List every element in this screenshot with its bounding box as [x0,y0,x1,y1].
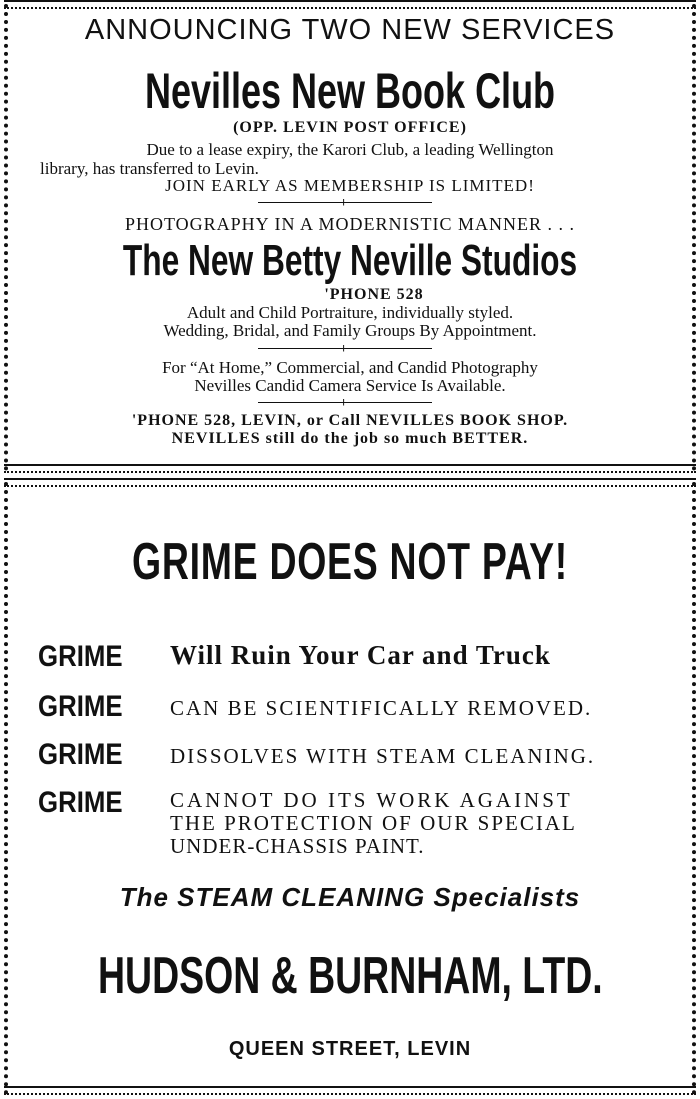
studio-phone: 'PHONE 528 [324,286,424,303]
steam-cleaning-advertisement [0,478,700,1099]
top-border-rule [4,0,696,9]
announcement-headline: ANNOUNCING TWO NEW SERVICES [84,14,616,46]
grime-row [38,690,668,726]
grime-label: GRIME [38,690,123,723]
photography-intro: PHOTOGRAPHY IN A MODERNISTIC MANNER . . . [124,214,576,234]
company-name: HUDSON & BURNHAM, LTD. [97,947,603,1005]
book-club-text-line-1: Due to a lease expiry, the Karori Club, a leading Wellington [146,140,554,159]
book-club-advertisement [0,0,700,475]
book-club-text-line-3: JOIN EARLY AS MEMBERSHIP IS LIMITED! [165,176,535,195]
studio-line-1: Adult and Child Portraiture, individually styled. [186,303,514,322]
grime-row-text: CANNOT DO ITS WORK AGAINST [170,788,573,812]
grime-row [38,640,668,676]
tagline: The STEAM CLEANING Specialists [119,882,581,912]
bottom-border-rule [4,464,696,473]
separator-rule: + [258,342,432,354]
footer-line-2: NEVILLES still do the job so much BETTER. [171,430,529,447]
grime-row-text: DISSOLVES WITH STEAM CLEANING. [170,744,596,768]
book-club-address: (OPP. LEVIN POST OFFICE) [233,119,467,136]
grime-row [38,738,668,774]
grime-row-text: CAN BE SCIENTIFICALLY REMOVED. [170,696,593,720]
grime-row-text: Will Ruin Your Car and Truck [170,640,551,670]
studio-title: The New Betty Neville Studios [122,236,578,285]
grime-row-text-line-3: UNDER-CHASSIS PAINT. [170,834,425,858]
candid-line-2: Nevilles Candid Camera Service Is Available. [194,376,506,395]
company-address: QUEEN STREET, LEVIN [228,1038,472,1060]
book-club-title: Nevilles New Book Club [144,63,556,119]
studio-line-2: Wedding, Bridal, and Family Groups By Appointment. [163,321,537,340]
grime-row-text-line-2: THE PROTECTION OF OUR SPECIAL [170,811,577,835]
grime-label: GRIME [38,640,123,673]
book-club-text-line-2: library, has transferred to Levin. [40,159,259,178]
footer-line-1: 'PHONE 528, LEVIN, or Call NEVILLES BOOK SHOP. [131,412,569,429]
top-border-rule [4,478,696,487]
grime-headline: GRIME DOES NOT PAY! [132,533,568,591]
grime-label: GRIME [38,786,123,819]
separator-rule: + [258,196,432,208]
grime-row [38,786,668,858]
separator-rule: + [258,396,432,408]
bottom-border-rule [4,1086,696,1095]
grime-label: GRIME [38,738,123,771]
candid-line-1: For “At Home,” Commercial, and Candid Photography [162,358,538,377]
